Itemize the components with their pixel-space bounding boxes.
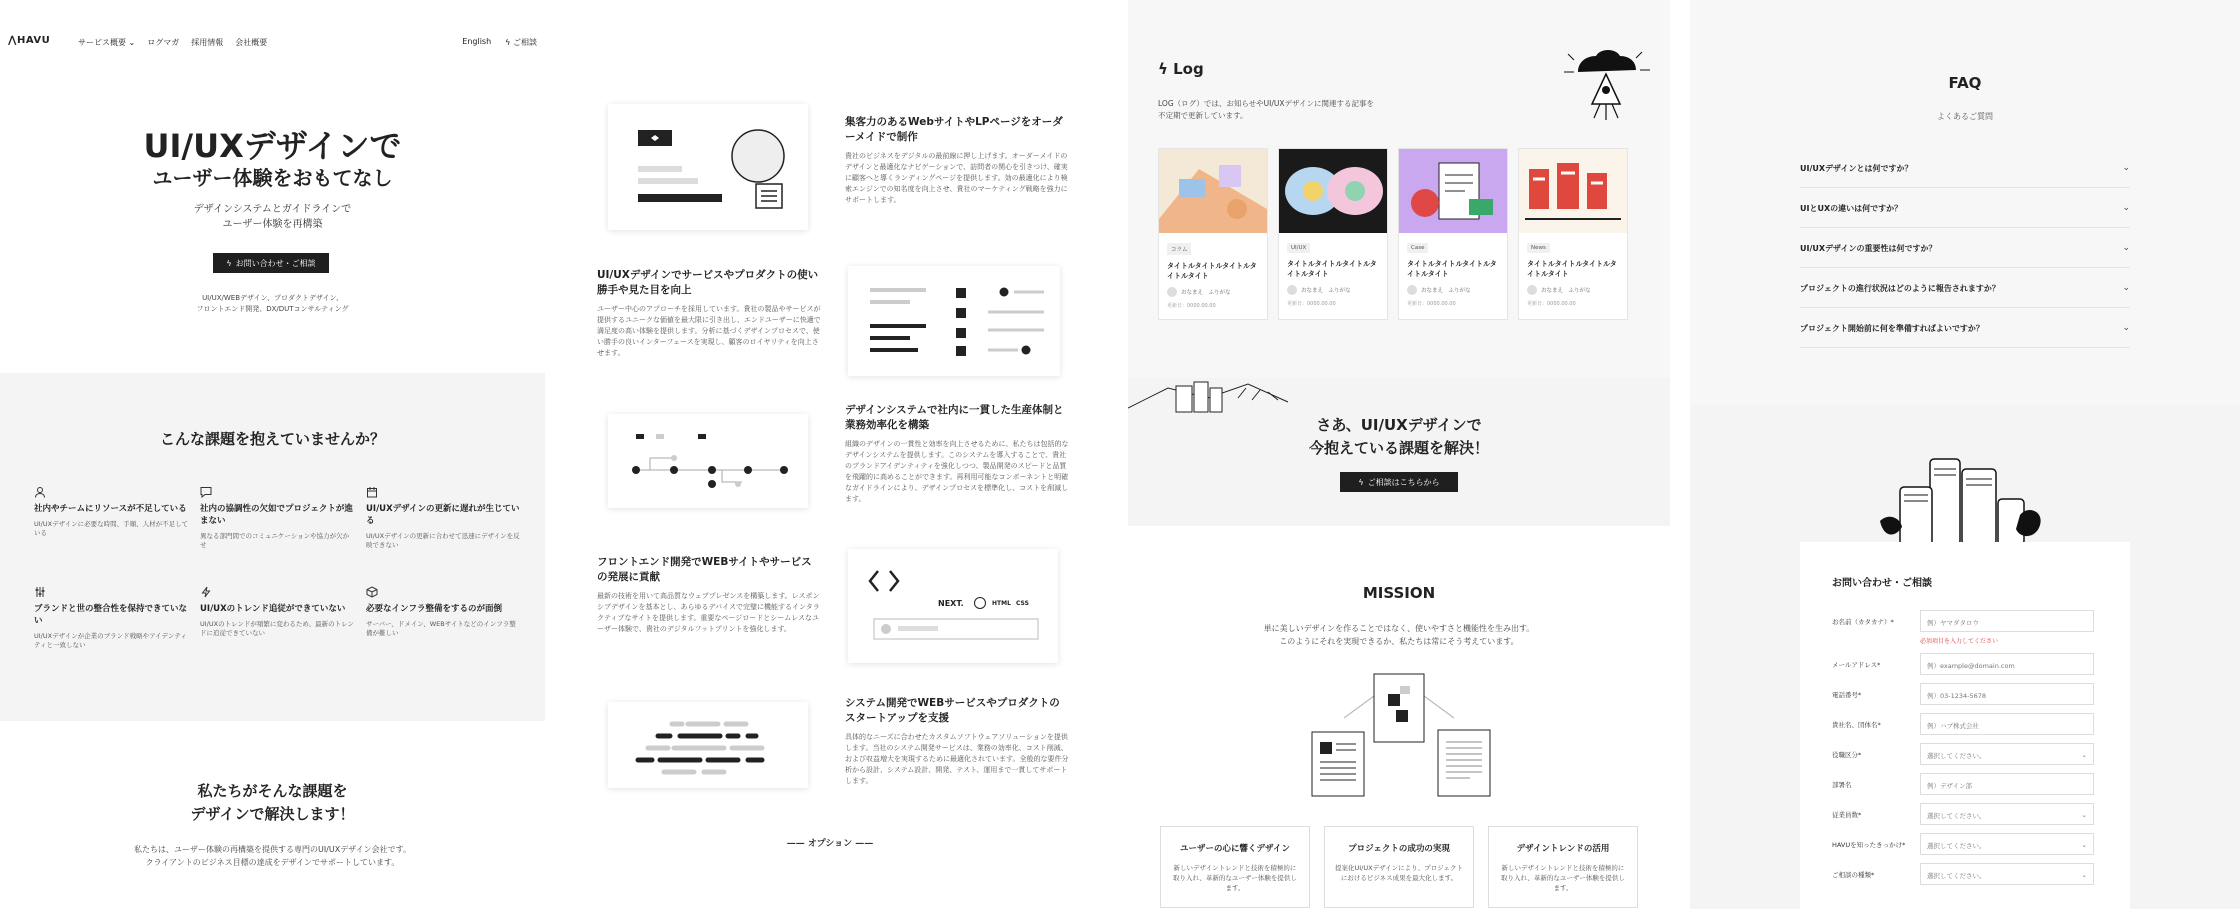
chevron-down-icon: ⌄ xyxy=(2081,751,2087,759)
chevron-down-icon: ⌄ xyxy=(2122,323,2130,333)
author-name: おなまえ ふりがな xyxy=(1421,288,1471,294)
card-author xyxy=(1167,287,1259,297)
bolt-icon: ϟ xyxy=(505,38,511,47)
field-label: HAVUを知ったきっかけ* xyxy=(1832,841,1906,849)
hero-note-line: UI/UX/WEBデザイン、プロダクトデザイン、 xyxy=(202,294,343,302)
field-label: 貴社名、団体名* xyxy=(1832,721,1881,729)
form-row-employees xyxy=(1832,803,2102,825)
card-date: 更新日：0000.00.00 xyxy=(1167,303,1216,309)
service-item xyxy=(845,115,1070,206)
solve-desc xyxy=(0,843,545,869)
faq-question: プロジェクト開始前に何を準備すればよいですか？ xyxy=(1800,323,1984,333)
log-title-text: Log xyxy=(1173,60,1204,78)
department-input[interactable] xyxy=(1920,773,2094,795)
chat-icon xyxy=(200,486,212,498)
service-desc: ユーザー中心のアプローチを採用しています。貴社の製品やサービスが提供するユニークな価値を最大限に引き出し、エンドユーザーに快適で満足度の高い体験を提供します。分析に基づくデザインプロセスで、使い勝手の良いインターフェースを実現し、顧客のロイヤリティを向上させます。 xyxy=(597,305,821,357)
card-title: タイトルタイトルタイトルタイトルタイト xyxy=(1407,260,1497,278)
issue-desc: UI/UXデザインに必要な時間、手順、人材が不足している xyxy=(34,520,189,537)
mission-desc-line: このようにそれを実現できるか、私たちは常にそう考えています。 xyxy=(1279,637,1519,646)
avatar xyxy=(1407,285,1417,295)
faq-item[interactable] xyxy=(1800,269,2130,308)
faq-item[interactable] xyxy=(1800,189,2130,228)
faq-question: UIとUXの違いは何ですか？ xyxy=(1800,203,1903,213)
service-item xyxy=(597,555,822,635)
service-title: システム開発でWEBサービスやプロダクトのスタートアップを支援 xyxy=(845,697,1060,724)
css-label: CSS xyxy=(1016,600,1029,607)
mission-card-title: ユーザーの心に響くデザイン xyxy=(1180,844,1290,854)
input-placeholder: 例）example@domain.com xyxy=(1927,662,2015,670)
card-thumbnail xyxy=(1279,149,1387,233)
web-layout-illustration xyxy=(608,104,808,230)
nav-item-company[interactable]: 会社概要 xyxy=(235,38,268,47)
card-author xyxy=(1287,285,1379,295)
nav-right xyxy=(462,37,537,48)
mission-card-desc: 提案化UI/UXデザインにより、プロジェクトにおけるビジネス成果を最大化します。 xyxy=(1335,864,1463,882)
select-placeholder: 選択してください。 xyxy=(1927,872,1986,880)
service-item xyxy=(845,403,1070,505)
log-mission-column xyxy=(1128,0,1670,909)
field-label: 役職区分* xyxy=(1832,751,1862,759)
author-name: おなまえ ふりがな xyxy=(1301,288,1351,294)
calendar-icon xyxy=(366,486,378,498)
bolt-icon: ϟ xyxy=(226,258,232,268)
button-label: ご相談はこちらから xyxy=(1367,477,1440,487)
mission-card xyxy=(1488,826,1638,908)
card-author xyxy=(1527,285,1619,295)
react-icon xyxy=(974,597,986,609)
next-label: NEXT. xyxy=(938,599,964,608)
form-error: 必須項目を入力してください xyxy=(1920,638,1999,645)
ui-list-illustration xyxy=(848,266,1060,376)
header-nav xyxy=(8,34,537,52)
hero-title: UI/UXデザインで xyxy=(143,127,402,165)
form-title: お問い合わせ・ご相談 xyxy=(1832,578,1932,589)
service-title: 集客力のあるWebサイトやLPページをオーダーメイドで制作 xyxy=(845,116,1063,143)
log-desc-line: LOG（ログ）では、お知らせやUI/UXデザインに関連する記事を xyxy=(1158,99,1374,108)
service-item xyxy=(597,268,822,359)
cta-title-line: 今抱えている課題を解決！ xyxy=(1308,439,1489,457)
mission-card-desc: 新しいデザイントレンドと技術を積極的に取り入れ、革新的なユーザー体験を提供します。 xyxy=(1173,864,1297,892)
logo[interactable]: ⋀HAVU xyxy=(8,35,51,46)
issue-desc: UI/UXデザインが企業のブランド戦略やアイデンティティと一致しない xyxy=(34,632,187,649)
bolt-icon: ϟ xyxy=(1158,60,1174,78)
field-label: 電話番号* xyxy=(1832,691,1862,699)
service-item xyxy=(845,696,1070,787)
issue-item xyxy=(366,586,521,638)
issue-desc: 異なる部門間でのコミュニケーションや協力が欠かせ xyxy=(200,532,350,549)
issue-desc: UI/UXデザインの更新に合わせて迅速にデザインを反映できない xyxy=(366,532,520,549)
option-heading: —— オプション —— xyxy=(786,839,874,849)
mission-desc xyxy=(1128,622,1670,648)
nav-item-recruit[interactable]: 採用情報 xyxy=(191,38,224,47)
card-tag: Case xyxy=(1407,243,1428,253)
card-tag: コラム xyxy=(1167,243,1191,255)
progress-bars-illustration xyxy=(608,702,808,788)
hero-contact-button[interactable] xyxy=(213,253,329,273)
card-date: 更新日：0000.00.00 xyxy=(1527,301,1576,307)
log-card[interactable] xyxy=(1158,148,1268,320)
services-column xyxy=(580,0,1080,909)
faq-item[interactable] xyxy=(1800,149,2130,188)
hero-title-2: ユーザー体験をおもてなし xyxy=(152,166,393,190)
issue-item xyxy=(34,486,189,538)
card-title: タイトルタイトルタイトルタイトルタイト xyxy=(1527,260,1617,278)
field-label: 従業員数* xyxy=(1832,811,1862,819)
hero-sub-line: ユーザー体験を再構築 xyxy=(222,219,323,230)
form-row-referral xyxy=(1832,833,2102,855)
service-illustration-web xyxy=(608,104,808,230)
cta-button[interactable] xyxy=(1340,472,1458,492)
cloud-rocket-illustration xyxy=(1560,42,1652,134)
solve-desc-line: クライアントのビジネス目標の達成をデザインでサポートしています。 xyxy=(145,858,400,867)
faq-item[interactable] xyxy=(1800,309,2130,348)
email-input[interactable] xyxy=(1920,653,2094,675)
chevron-down-icon: ⌄ xyxy=(2081,871,2087,879)
log-card[interactable] xyxy=(1278,148,1388,320)
chevron-down-icon: ⌄ xyxy=(2122,283,2130,293)
faq-subtitle: よくあるご質問 xyxy=(1937,112,1993,121)
mission-card xyxy=(1324,826,1474,908)
solve-desc-line: 私たちは、ユーザー体験の再構築を提供する専門のUI/UXデザイン会社です。 xyxy=(133,845,412,854)
select-placeholder: 選択してください。 xyxy=(1927,842,1986,850)
issue-desc: サーバー、ドメイン、WEBサイトなどのインフラ整備が難しい xyxy=(366,620,516,637)
solve-title xyxy=(0,780,545,826)
bolt-icon: ϟ xyxy=(1358,477,1364,487)
chevron-down-icon: ⌄ xyxy=(2081,841,2087,849)
field-label: メールアドレス* xyxy=(1832,661,1881,669)
issue-title: 社内やチームにリソースが不足している xyxy=(34,504,187,514)
card-title: タイトルタイトルタイトルタイトルタイト xyxy=(1287,260,1377,278)
author-name: おなまえ ふりがな xyxy=(1541,288,1591,294)
chevron-down-icon: ⌄ xyxy=(2122,243,2130,253)
faq-form-column xyxy=(1690,0,2240,909)
card-author xyxy=(1407,285,1499,295)
issue-title: UI/UXのトレンド追従ができていない xyxy=(200,604,346,614)
issue-title: 社内の協調性の欠如でプロジェクトが進まない xyxy=(200,504,353,526)
sliders-icon xyxy=(34,586,46,598)
card-tag: UI/UX xyxy=(1287,243,1310,253)
issue-item xyxy=(366,486,521,550)
form-row-department xyxy=(1832,773,2102,795)
input-placeholder: 例）ハブ株式会社 xyxy=(1927,722,1979,730)
log-desc-line: 不定期で更新しています。 xyxy=(1158,111,1248,120)
field-label: ご相談の種類* xyxy=(1832,871,1875,879)
mission-card-title: プロジェクトの成功の実現 xyxy=(1348,844,1450,854)
component-graph-illustration xyxy=(608,414,808,508)
mission-documents-illustration xyxy=(1284,668,1514,802)
solve-title-line: デザインで解決します！ xyxy=(190,805,355,823)
issues-title: こんな課題を抱えていませんか？ xyxy=(159,430,385,448)
position-select[interactable] xyxy=(1920,743,2094,765)
card-date: 更新日：0000.00.00 xyxy=(1407,301,1456,307)
contact-illustration xyxy=(1870,455,2060,545)
issues-section xyxy=(0,373,545,721)
field-label: お名前（カタカナ）* xyxy=(1832,618,1894,626)
issue-title: ブランドと世の整合性を保持できていない xyxy=(34,604,188,626)
referral-select[interactable] xyxy=(1920,833,2094,855)
avatar xyxy=(1527,285,1537,295)
service-illustration-frontend xyxy=(848,549,1058,663)
mission-desc-line: 単に美しいデザインを作ることではなく、使いやすさと機能性を生み出す。 xyxy=(1263,624,1535,633)
mission-card-title: デザイントレンドの活用 xyxy=(1516,844,1610,854)
service-illustration-uiux xyxy=(848,266,1060,376)
chevron-down-icon: ⌄ xyxy=(2122,203,2130,213)
person-icon xyxy=(34,486,46,498)
phone-input[interactable] xyxy=(1920,683,2094,705)
service-illustration-design-system xyxy=(608,414,808,508)
select-placeholder: 選択してください。 xyxy=(1927,812,1986,820)
form-row-company xyxy=(1832,713,2102,735)
hero-sub-line: デザインシステムとガイドラインで xyxy=(193,204,352,215)
faq-question: UI/UXデザインの重要性は何ですか？ xyxy=(1800,243,1937,253)
mission-card-desc: 新しいデザイントレンドと技術を積極的に取り入れ、革新的なユーザー体験を提供します。 xyxy=(1501,864,1625,892)
form-row-email xyxy=(1832,653,2102,675)
faq-item[interactable] xyxy=(1800,229,2130,268)
service-title: UI/UXデザインでサービスやプロダクトの使い勝手や見た目を向上 xyxy=(597,269,819,296)
avatar xyxy=(1167,287,1177,297)
card-tag: News xyxy=(1527,243,1550,253)
avatar xyxy=(1287,285,1297,295)
input-placeholder: 例）ヤマダタロウ xyxy=(1927,619,1979,627)
hero-note-line: フロントエンド開発、DX/DUTコンサルティング xyxy=(196,305,349,313)
language-link[interactable]: English xyxy=(462,37,492,46)
company-input[interactable] xyxy=(1920,713,2094,735)
card-thumbnail xyxy=(1159,149,1267,233)
issue-item xyxy=(34,586,189,650)
issue-desc: UI/UXのトレンドが頻繁に変わるため、最新のトレンドに追従できていない xyxy=(200,620,354,637)
service-desc: 組織のデザインの一貫性と効率を向上させるために、私たちは包括的なデザインシステムを提供します。このシステムを導入することで、貴社のブランドアイデンティティを強化しつつ、製品開発のスピードと品質を飛躍的に高めることができます。再利用可能なコンポーネントと明確なガイドラインにより、デザインプロセスを標準化し、コストを削減します。 xyxy=(845,440,1069,503)
service-desc: 最新の技術を用いて高品質なウェブプレゼンスを構築します。レスポンシブデザインを基本とし、あらゆるデバイスで完璧に機能するインタラクティブなサイトを提供します。重要なページロードとシームレスなユーザー体験で、貴社のデジタルフットプリントを強化します。 xyxy=(597,592,820,633)
service-title: デザインシステムで社内に一貫した生産体制と業務効率化を構築 xyxy=(845,404,1064,431)
form-row-name xyxy=(1832,610,2102,632)
form-row-inquiry-type xyxy=(1832,863,2102,885)
input-placeholder: 例）03-1234-5678 xyxy=(1927,692,1987,700)
input-placeholder: 例）デザイン部 xyxy=(1927,782,1973,790)
log-card[interactable] xyxy=(1398,148,1508,320)
card-date: 更新日：0000.00.00 xyxy=(1287,301,1336,307)
nav-item-logmaga[interactable]: ログマガ xyxy=(147,38,180,47)
cta-title xyxy=(1128,414,1670,460)
log-title xyxy=(1158,60,1204,78)
form-row-phone xyxy=(1832,683,2102,705)
mission-title: MISSION xyxy=(1362,584,1436,602)
faq-question: プロジェクトの進行状況はどのように報告されますか？ xyxy=(1800,283,2000,293)
button-label: お問い合わせ・ご相談 xyxy=(235,258,316,268)
faq-title: FAQ xyxy=(1948,74,1982,92)
solve-title-line: 私たちがそんな課題を xyxy=(197,782,348,800)
hero-subtitle xyxy=(0,202,545,232)
service-desc: 具体的なニーズに合わせたカスタムソフトウェアソリューションを提供します。当社のシステム開発サービスは、業務の効率化、コスト削減、および収益増大を実現するために最適化されています。全般的な要件分析から設計、システム設計、開発、テスト、運用まで一貫してサポートします。 xyxy=(845,733,1069,785)
issue-item xyxy=(200,486,355,550)
log-desc xyxy=(1158,98,1418,122)
field-label: 部署名 xyxy=(1832,781,1852,789)
bolt-icon xyxy=(200,586,212,598)
issue-title: UI/UXデザインの更新に遅れが生じている xyxy=(366,504,520,526)
author-name: おなまえ ふりがな xyxy=(1181,290,1231,296)
inquiry-type-select[interactable] xyxy=(1920,863,2094,885)
landing-hero-column xyxy=(0,0,545,909)
card-thumbnail xyxy=(1519,149,1627,233)
hero-note xyxy=(0,293,545,315)
cta-title-line: さあ、UI/UXデザインで xyxy=(1316,416,1482,434)
contact-form xyxy=(1800,542,2130,909)
nav-links xyxy=(78,37,267,48)
service-desc: 貴社のビジネスをデジタルの最前線に押し上げます。オーダーメイドのデザインと最適化なナビゲーションで、訪問者の関心を引きつけ、確実に顧客へと導くランディングページを提供します。効の最適化により検索エンジンでの知名度を向上させ、貴社のマーケティング戦略を強力にサポートします。 xyxy=(845,152,1068,204)
name-input[interactable] xyxy=(1920,610,2094,632)
service-illustration-system xyxy=(608,702,808,788)
select-placeholder: 選択してください。 xyxy=(1927,752,1986,760)
nav-item-service[interactable]: サービス概要 ⌄ xyxy=(78,38,136,47)
chevron-down-icon: ⌄ xyxy=(2122,163,2130,173)
mission-card xyxy=(1160,826,1310,908)
issue-item xyxy=(200,586,355,638)
log-card[interactable] xyxy=(1518,148,1628,320)
employees-select[interactable] xyxy=(1920,803,2094,825)
faq-question: UI/UXデザインとは何ですか？ xyxy=(1800,163,1913,173)
card-title: タイトルタイトルタイトルタイトルタイト xyxy=(1167,262,1257,280)
issue-title: 必要なインフラ整備をするのが面倒 xyxy=(366,604,503,614)
nav-contact-link[interactable]: ϟ ご相談 xyxy=(505,38,537,47)
service-title: フロントエンド開発でWEBサイトやサービスの発展に貢献 xyxy=(597,556,812,583)
box-icon xyxy=(366,586,378,598)
card-thumbnail xyxy=(1399,149,1507,233)
html-label: HTML xyxy=(992,600,1011,607)
form-row-position xyxy=(1832,743,2102,765)
chevron-down-icon: ⌄ xyxy=(2081,811,2087,819)
